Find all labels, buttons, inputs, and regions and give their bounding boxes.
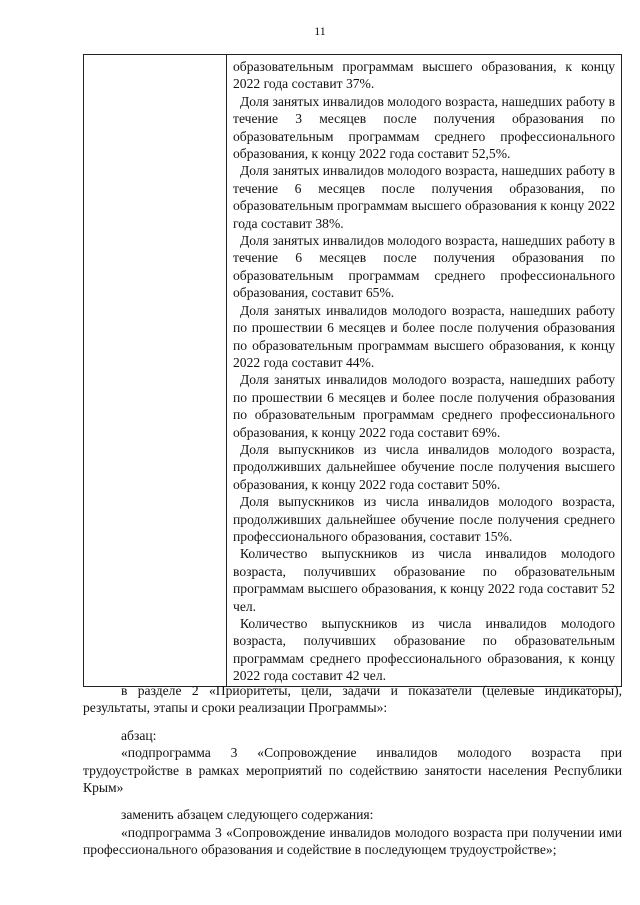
indicator-paragraph: Количество выпускников из числа инвалидов молодого возраста, получивших образование по образовательным программам высшего образования, к концу 2022 года составит 52 чел.	[233, 546, 615, 614]
new-paragraph: «подпрограмма 3 «Сопровождение инвалидов молодого возраста при получении ими профессионального образования и содействие в последующем трудоустройстве»;	[83, 824, 622, 858]
indicator-paragraph: Количество выпускников из числа инвалидов молодого возраста, получивших образование по образовательным программам среднего профессионального образования, к концу 2022 года составит 42 чел.	[233, 616, 615, 684]
indicators-table	[83, 54, 622, 687]
table-row	[84, 55, 622, 687]
table-right-cell	[227, 55, 622, 687]
indicator-paragraph: Доля выпускников из числа инвалидов молодого возраста, продолживших дальнейшее обучение после получения высшего образования, к концу 2022 года составит 50%.	[233, 441, 615, 492]
indicator-paragraph: Доля занятых инвалидов молодого возраста, нашедших работу в течение 6 месяцев после получения образования по образовательным программам среднего профессионального образования, составит 65%.	[233, 233, 615, 301]
indicator-paragraph: образовательным программам высшего образования, к концу 2022 года составит 37%.	[233, 59, 615, 92]
page-number: 11	[314, 24, 326, 38]
indicator-paragraph: Доля занятых инвалидов молодого возраста, нашедших работу в течение 6 месяцев после получения образования, по образовательным программам высшего образования к концу 2022 года составит 38%.	[233, 163, 615, 231]
replace-instruction: заменить абзацем следующего содержания:	[121, 807, 374, 823]
old-paragraph: «подпрограмма 3 «Сопровождение инвалидов молодого возраста при трудоустройстве в рамках мероприятий по содействию занятости населения Республики Крым»	[83, 745, 622, 796]
indicator-paragraph: Доля занятых инвалидов молодого возраста, нашедших работу по прошествии 6 месяцев и более после получения образования по образовательным программам среднего профессионального образования, к концу 2022 года составит 69%.	[233, 372, 615, 440]
paragraph-label: абзац:	[121, 727, 157, 743]
indicator-paragraph: Доля выпускников из числа инвалидов молодого возраста, продолживших дальнейшее обучение после получения среднего профессионального образования, составит 15%.	[233, 494, 615, 544]
table-left-cell	[84, 55, 227, 687]
section-intro: в разделе 2 «Приоритеты, цели, задачи и показатели (целевые индикаторы), результаты, этапы и сроки реализации Программы»:	[83, 683, 622, 716]
indicator-paragraph: Доля занятых инвалидов молодого возраста, нашедших работу по прошествии 6 месяцев и более после получения образования по образовательным программам высшего образования, к концу 2022 года составит 44%.	[233, 302, 615, 370]
document-body	[83, 682, 622, 859]
indicator-paragraph: Доля занятых инвалидов молодого возраста, нашедших работу в течение 3 месяцев после получения образования по образовательным программам среднего профессионального образования, к концу 2022 года составит 52,5%.	[233, 93, 615, 162]
